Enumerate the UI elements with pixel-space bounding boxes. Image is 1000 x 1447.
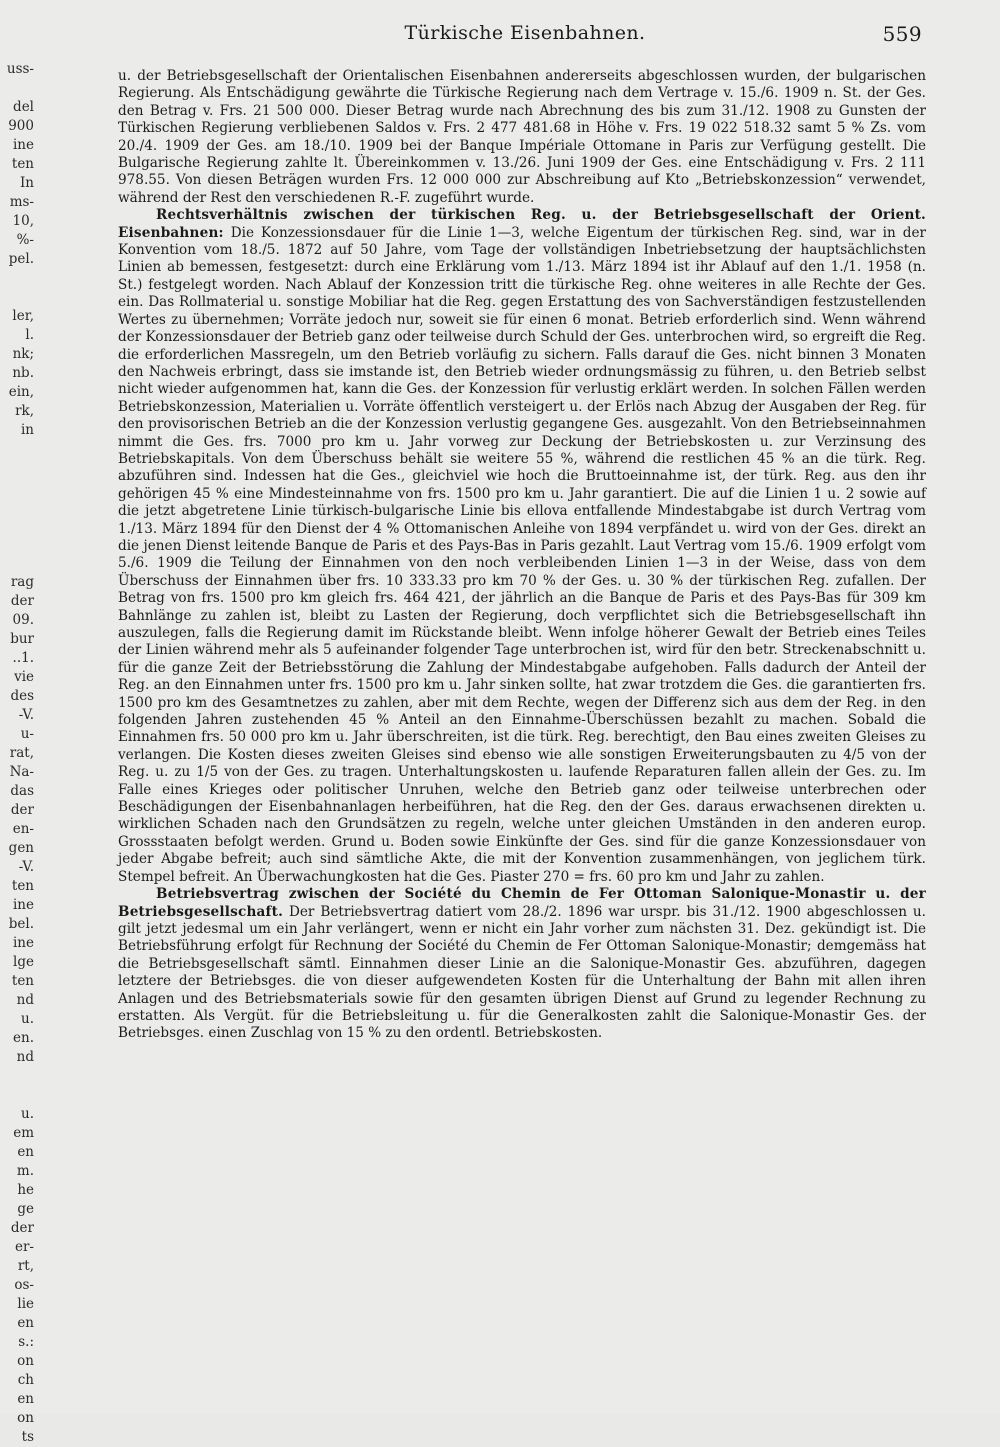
margin-fragment: gen — [8, 840, 34, 856]
page-number: 559 — [882, 22, 922, 46]
margin-fragment — [0, 1067, 34, 1086]
margin-fragment: en — [17, 1315, 34, 1331]
margin-fragment: rag — [10, 574, 34, 590]
margin-fragment — [0, 79, 34, 98]
margin-fragment: vie — [14, 669, 34, 685]
paragraph-2-text: Die Konzessionsdauer für die Linie 1—3, welche Eigentum der türkischen Reg. sind, war in der Konvention vom 18./5. 1872 auf 50 Jahre, vom Tage der vollständigen Inbetriebsetzung der hauptsächlichsten Linien ab bemessen, festgesetzt: durch eine Erklärung vom 1./13. März 1894 ist ihr Ablauf auf den 1./1. 1958 (n. St.) festgelegt worden. Nach Ablauf der Konzession tritt die türkische Reg. ohne weiteres in alle Rechte der Ges. ein. Das Rollmaterial u. sonstige Mobiliar hat die Reg. gegen Erstattung des von Sachverständigen festzustellenden Wertes zu übernehmen; Vorräte jedoch nur, soweit sie für einen 6 monat. Betrieb erforderlich sind. Wenn während der Konzessionsdauer der Betrieb ganz oder teilweise durch Schuld der Ges. unterbrochen wird, so ergreift die Reg. die erforderlichen Massregeln, um den Betrieb vorläufig zu sichern. Falls darauf die Ges. nicht binnen 3 Monaten den Nachweis erbringt, dass sie imstande ist, den Betrieb wieder ordnungsmässig zu führen, u. den Betrieb selbst nicht wieder aufgenommen hat, kann die Ges. der Konzession für verlustig erklärt werden. In solchen Fällen werden Betriebskonzession, Materialien u. Vorräte öffentlich versteigert u. der Erlös nach Abzug der Ausgaben der Reg. für den provisorischen Betrieb an die der Konzession verlustig gegangene Ges. ausgezahlt. Von den Betriebseinnahmen nimmt die Ges. frs. 7000 pro km u. Jahr vorweg zur Deckung der Betriebskosten u. zur Verzinsung des Betriebskapitals. Von dem Überschuss behält sie weitere 55 %, während die restlichen 45 % an die türk. Reg. abzuführen sind. Indessen hat die Ges., gleichviel wie hoch die Bruttoeinnahme ist, der türk. Reg. aus den ihr gehörigen 45 % eine Mindesteinnahme von frs. 1500 pro km u. Jahr garantiert. Die auf die Linien 1 u. 2 sowie auf die jetzt abgetretene Linie türkisch-bulgarische Linie bis ellova entfallende Mindestabgabe ist durch Vertrag vom 1./13. März 1894 für den Dienst der 4 % Ottomanischen Anleihe von 1894 verpfändet u. wird von der Ges. direkt an die jenen Dienst leitende Banque de Paris et des Pays-Bas in Paris gezahlt. Laut Vertrag vom 15./6. 1909 erfolgt vom 5./6. 1909 die Teilung der Einnahmen von den noch verbleibenden Linien 1—3 in der Weise, dass von dem Überschuss der Einnahmen über frs. 10 333.33 pro km 70 % der Ges. u. 30 % der türkischen Reg. zufallen. Der Betrag von frs. 1500 pro km gleich frs. 464 421, der jährlich an die Banque de Paris et des Pays-Bas für 309 km Bahnlänge zu zahlen ist, bleibt zu Lasten der Regierung, doch verpflichtet sich die Betriebsgesellschaft ihn auszulegen, falls die Regierung damit im Rückstande bleibt. Wenn infolge höherer Gewalt der Betrieb eines Teiles der Linien während mehr als 5 aufeinander folgender Tage unterbrochen ist, wird für den betr. Streckenabschnitt u. für die ganze Zeit der Betriebsstörung die Zahlung der Mindestabgabe aufgehoben. Falls dadurch der Anteil der Reg. an den Einnahmen unter frs. 1500 pro km u. Jahr sinken sollte, hat zwar trotzdem die Ges. die garantierten frs. 1500 pro km des Gesamtnetzes zu zahlen, aber mit dem Rechte, wegen der Differenz sich aus dem der Reg. in den folgenden Jahren zustehenden 45 % Anteil an den Einnahme-Überschüssen bezahlt zu machen. Sobald die Einnahmen frs. 50 000 pro km u. Jahr überschreiten, ist die türk. Reg. berechtigt, den Bau eines zweiten Gleises zu verlangen. Die Kosten dieses zweiten Gleises sind ebenso wie alle sonstigen Erweiterungsbauten zu 4/5 von der Reg. u. zu 1/5 von der Ges. zu tragen. Unterhaltungskosten u. laufende Reparaturen fallen allein der Ges. zu. Im Falle eines Krieges oder politischer Unruhen, welche den Betrieb ganz oder teilweise unterbrechen oder Beschädigungen der Eisenbahnanlagen herbeiführen, hat die Reg. den der Ges. daraus erwachsenen direkten u. wirklichen Schaden nach den Grundsätzen zu regeln, welche unter gleichen Umständen in den anderen europ. Grossstaaten befolgt werden. Grund u. Boden sowie Einkünfte der Ges. sind für die ganze Konzessionsdauer von jeder Abgabe befreit; auch sind sämtliche Akte, die mit der Konvention zusammenhängen, von jeglichem türk. Stempel befreit. An Überwachungkosten hat die Ges. Piaster 270 = frs. 60 pro km und Jahr zu zahlen. — [118, 224, 927, 885]
margin-fragment: er- — [14, 1239, 34, 1255]
margin-fragment: ler, — [12, 308, 34, 324]
margin-fragment: em — [13, 1125, 34, 1141]
margin-fragment — [0, 459, 34, 478]
margin-fragment: en. — [13, 1030, 34, 1046]
paragraph-1-text: u. der Betriebsgesellschaft der Orientalischen Eisenbahnen andererseits abgeschlossen wurden, der bulgarischen Regierung. Als Entschädigung gewährte die Türkische Regierung nach dem Vertrage v. 15./6. 1909 n. St. der Ges. den Betrag v. Frs. 21 500 000. Dieser Betrag wurde nach Abrechnung des bis zum 31./12. 1908 zu Gunsten der Türkischen Regierung verbliebenen Saldos v. Frs. 2 477 481.68 in Höhe v. Frs. 19 022 518.32 samt 5 % Zs. vom 20./4. 1909 der Ges. am 18./10. 1909 bei der Banque Impériale Ottomane in Paris zur Verfügung gestellt. Die Bulgarische Regierung zahlte lt. Übereinkommen v. 13./26. Juni 1909 der Ges. eine Entschädigung v. Frs. 2 111 978.55. Von diesen Beträgen wurden Frs. 12 000 000 zur Abschreibung auf Kto „Betriebskonzession“ verwendet, während der Rest den verschiedenen R.-F. zugeführt wurde. — [118, 68, 926, 206]
margin-fragment — [0, 535, 34, 554]
margin-fragment: nk; — [12, 346, 34, 362]
margin-fragment: nd — [16, 1049, 34, 1065]
margin-fragment: ine — [12, 137, 34, 153]
section-heading-rechtsverhaeltnis: Rechtsverhältnis zwischen der türkischen Reg. u. der Betriebsgesellschaft der Orient. Eisenbahnen: — [118, 207, 926, 241]
margin-fragment: on — [17, 1410, 34, 1426]
margin-fragment — [0, 288, 34, 307]
margin-fragment: l. — [25, 327, 34, 343]
paragraph-3 — [118, 886, 926, 1043]
margin-fragment: he — [17, 1182, 34, 1198]
section-heading-betriebsvertrag: Betriebsvertrag zwischen der Société du Chemin de Fer Ottoman Salonique-Monastir u. der Betriebsgesellschaft. — [118, 886, 926, 920]
margin-fragment: bel. — [8, 916, 34, 932]
margin-fragment: ten — [11, 973, 34, 989]
margin-fragment: rat, — [9, 745, 34, 761]
margin-fragment: u. — [21, 1106, 34, 1122]
margin-fragment: -V. — [18, 859, 34, 875]
margin-fragment: ine — [12, 897, 34, 913]
margin-fragment: ine — [12, 935, 34, 951]
left-margin-fragments — [0, 60, 34, 1447]
margin-fragment: der — [10, 802, 34, 818]
margin-fragment: der — [10, 1220, 34, 1236]
margin-fragment: in — [20, 422, 34, 438]
paragraph-2 — [118, 207, 926, 886]
margin-fragment: u. — [21, 1011, 34, 1027]
margin-fragment — [0, 478, 34, 497]
margin-fragment: on — [17, 1353, 34, 1369]
margin-fragment: nd — [16, 992, 34, 1008]
margin-fragment: pel. — [8, 251, 34, 267]
margin-fragment: nb. — [12, 365, 34, 381]
margin-fragment: rk, — [15, 403, 34, 419]
margin-fragment: 10, — [12, 213, 34, 229]
margin-fragment: ms- — [9, 194, 34, 210]
margin-fragment: lge — [13, 954, 34, 970]
margin-fragment: der — [10, 593, 34, 609]
margin-fragment: In — [19, 175, 34, 191]
margin-fragment: 900 — [8, 118, 34, 134]
margin-fragment: das — [10, 783, 34, 799]
margin-fragment: -V. — [18, 707, 34, 723]
margin-fragment: en — [17, 1144, 34, 1160]
margin-fragment: u- — [20, 726, 34, 742]
margin-fragment: %- — [16, 232, 34, 248]
page-title: Türkische Eisenbahnen. — [404, 22, 646, 44]
margin-fragment: des — [10, 688, 34, 704]
margin-fragment — [0, 497, 34, 516]
margin-fragment: en — [17, 1391, 34, 1407]
margin-fragment: 09. — [12, 612, 34, 628]
margin-fragment — [0, 1086, 34, 1105]
margin-fragment — [0, 554, 34, 573]
margin-fragment: ten — [11, 156, 34, 172]
margin-fragment: s.: — [18, 1334, 34, 1350]
margin-fragment — [0, 269, 34, 288]
paragraph-1 — [118, 68, 926, 207]
margin-fragment: ten — [11, 878, 34, 894]
margin-fragment: ts — [21, 1429, 34, 1445]
margin-fragment: ein, — [8, 384, 34, 400]
margin-fragment: lie — [17, 1296, 34, 1312]
paragraph-3-text: Der Betriebsvertrag datiert vom 28./2. 1896 war urspr. bis 31./12. 1900 abgeschlossen u. gilt jetzt jedesmal um ein Jahr verlängert, wenn er nicht ein Jahr vorher zum nächsten 31. Dez. gekündigt ist. Die Betriebsführung erfolgt für Rechnung der Société du Chemin de Fer Ottoman Salonique-Monastir; demgemäss hat die Betriebsgesellschaft sämtl. Einnahmen dieser Linie an die Salonique-Monastir Ges. abzuführen, dagegen letztere der Betriebsges. die von dieser aufgewendeten Kosten für die Unterhaltung der Bahn mit allen ihren Anlagen und des Betriebsmaterials sowie für den gesamten übrigen Dienst auf Grund zu legender Rechnung zu erstatten. Als Vergüt. für die Betriebsleitung u. für die Generalkosten zahlt die Salonique-Monastir Ges. der Betriebsges. einen Zuschlag von 15 % zu den ordentl. Betriebskosten. — [118, 903, 926, 1042]
margin-fragment: bur — [10, 631, 34, 647]
margin-fragment: ge — [17, 1201, 34, 1217]
margin-fragment: m. — [16, 1163, 34, 1179]
margin-fragment: Na- — [9, 764, 34, 780]
margin-fragment: del — [13, 99, 34, 115]
margin-fragment: ..1. — [12, 650, 34, 666]
running-header — [120, 22, 930, 46]
text-column — [118, 68, 926, 1043]
margin-fragment: uss- — [6, 61, 34, 77]
margin-fragment: rt, — [17, 1258, 34, 1274]
margin-fragment: en- — [12, 821, 34, 837]
margin-fragment — [0, 516, 34, 535]
margin-fragment: os- — [14, 1277, 34, 1293]
margin-fragment — [0, 440, 34, 459]
margin-fragment: ch — [17, 1372, 34, 1388]
